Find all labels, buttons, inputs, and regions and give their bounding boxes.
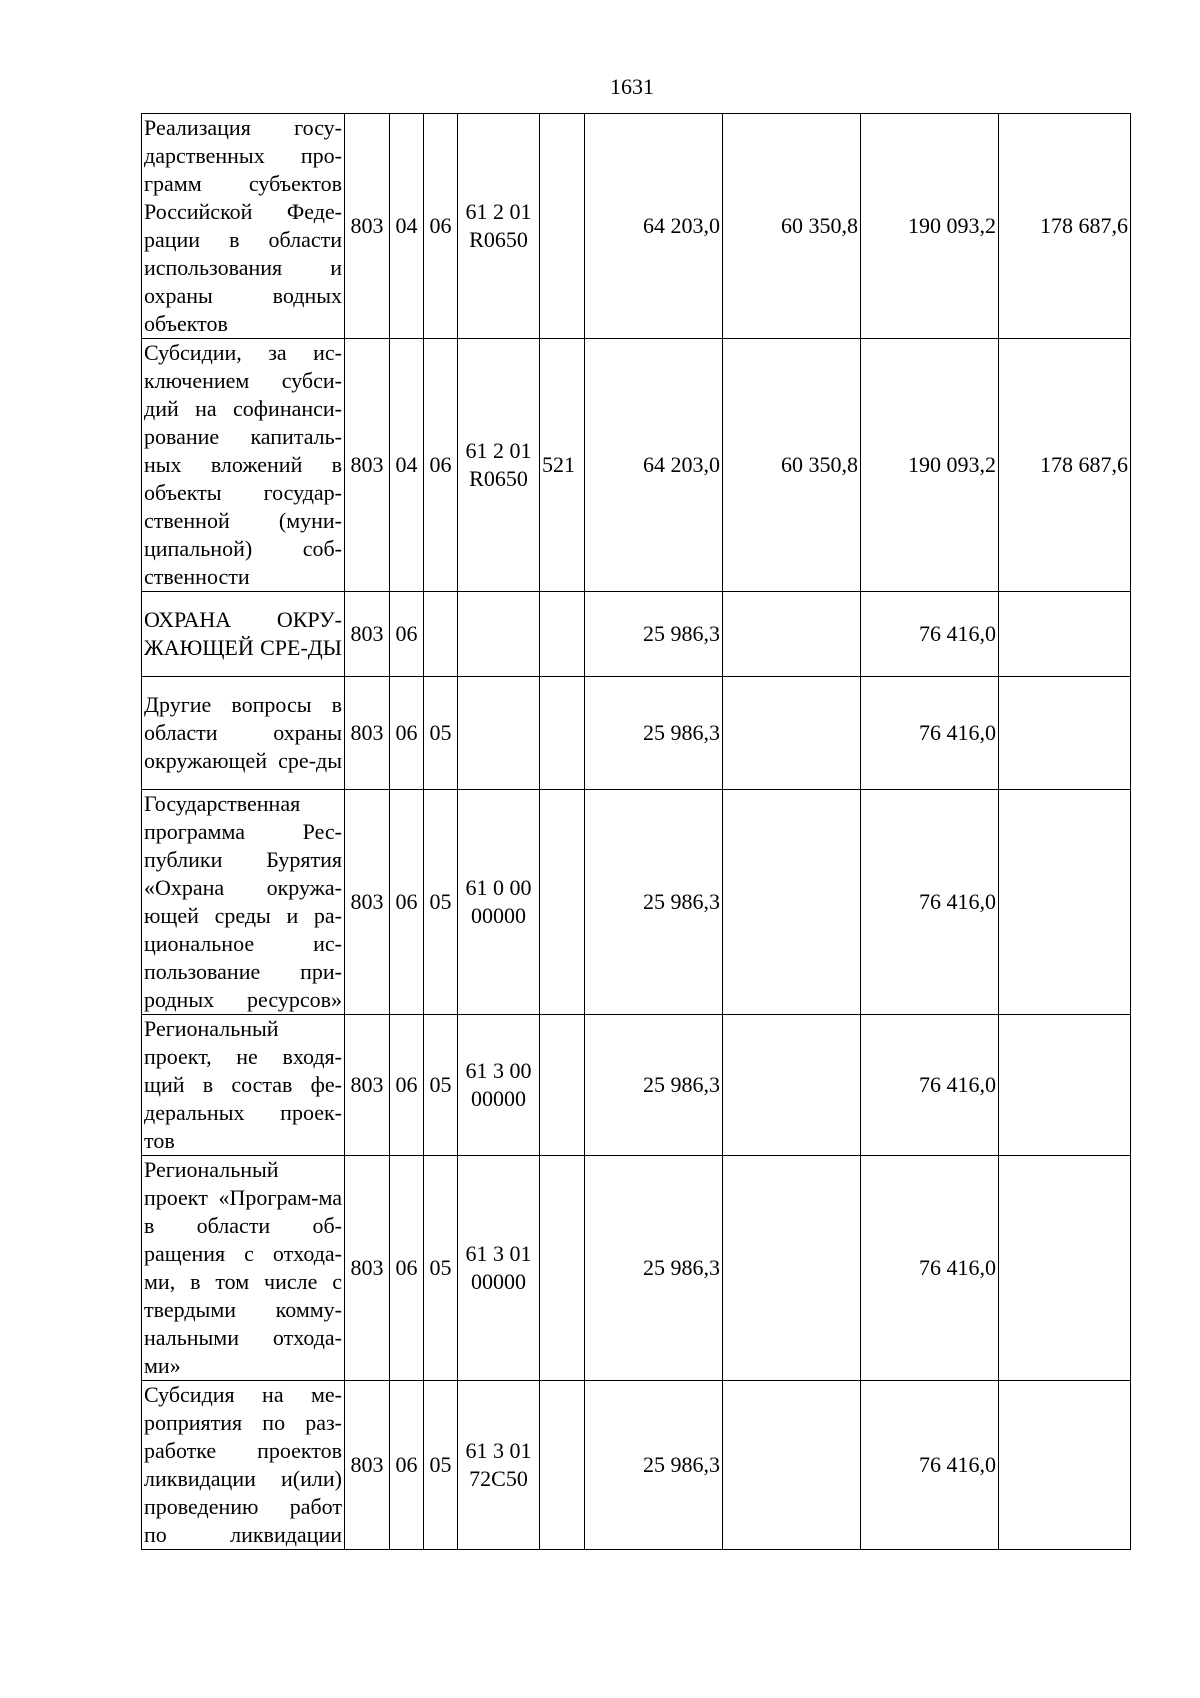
row-name: Другие вопросы в области охраны окружающей сре-ды — [142, 677, 345, 790]
pr-cell: 06 — [424, 339, 458, 592]
value-2-cell — [723, 592, 861, 677]
csr-line-2: 00000 — [471, 903, 526, 928]
page-number: 1631 — [610, 74, 654, 99]
value-1-cell: 25 986,3 — [585, 1156, 723, 1381]
value-2-cell — [723, 1015, 861, 1156]
table-row — [142, 1156, 1131, 1381]
table-row — [142, 1015, 1131, 1156]
value-1-cell: 25 986,3 — [585, 1015, 723, 1156]
rz-cell: 06 — [390, 1015, 424, 1156]
value-1-cell: 25 986,3 — [585, 592, 723, 677]
budget-table — [141, 113, 1131, 1550]
value-4-cell — [999, 677, 1131, 790]
table-row — [142, 114, 1131, 339]
csr-cell — [458, 592, 540, 677]
vr-cell — [540, 790, 585, 1015]
value-2-cell — [723, 677, 861, 790]
value-3-cell: 76 416,0 — [861, 1015, 999, 1156]
value-3-cell: 76 416,0 — [861, 677, 999, 790]
csr-cell — [458, 114, 540, 339]
row-name: Региональный проект «Програм-ма в области об-ращения с отхода-ми, в том числе с твердыми комму-нальными отхода-ми» — [142, 1156, 345, 1381]
vr-cell: 521 — [540, 339, 585, 592]
grbs-cell: 803 — [345, 339, 390, 592]
row-name: ОХРАНА ОКРУ-ЖАЮЩЕЙ СРЕ-ДЫ — [142, 592, 345, 677]
pr-cell: 05 — [424, 1381, 458, 1550]
row-name: Субсидия на ме-роприятия по раз-работке проектов ликвидации и(или) проведению работ по ликвидации — [142, 1381, 345, 1550]
value-4-cell — [999, 1381, 1131, 1550]
rz-cell: 06 — [390, 592, 424, 677]
row-name: Реализация госу-дарственных про-грамм субъектов Российской Феде-рации в области использования и охраны водных объектов — [142, 114, 345, 339]
vr-cell — [540, 114, 585, 339]
csr-line-1: 61 2 01 — [465, 199, 532, 224]
table-row — [142, 339, 1131, 592]
value-1-cell: 25 986,3 — [585, 790, 723, 1015]
value-3-cell: 76 416,0 — [861, 1156, 999, 1381]
pr-cell — [424, 592, 458, 677]
table-body — [142, 114, 1131, 1550]
vr-cell — [540, 677, 585, 790]
pr-cell: 05 — [424, 790, 458, 1015]
csr-cell — [458, 1381, 540, 1550]
vr-cell — [540, 1015, 585, 1156]
csr-cell — [458, 677, 540, 790]
value-3-cell: 76 416,0 — [861, 1381, 999, 1550]
rz-cell: 04 — [390, 114, 424, 339]
row-name: Региональный проект, не входя-щий в состав фе-деральных проек-тов — [142, 1015, 345, 1156]
value-4-cell — [999, 790, 1131, 1015]
csr-cell — [458, 339, 540, 592]
csr-line-1: 61 2 01 — [465, 438, 532, 463]
csr-line-2: 00000 — [471, 1269, 526, 1294]
csr-cell — [458, 1015, 540, 1156]
value-1-cell: 25 986,3 — [585, 677, 723, 790]
grbs-cell: 803 — [345, 677, 390, 790]
csr-line-2: R0650 — [469, 466, 528, 491]
value-1-cell: 64 203,0 — [585, 339, 723, 592]
pr-cell: 05 — [424, 1015, 458, 1156]
rz-cell: 06 — [390, 790, 424, 1015]
csr-line-2: 00000 — [471, 1086, 526, 1111]
value-3-cell: 190 093,2 — [861, 339, 999, 592]
value-2-cell — [723, 1381, 861, 1550]
value-2-cell — [723, 790, 861, 1015]
vr-cell — [540, 592, 585, 677]
pr-cell: 05 — [424, 1156, 458, 1381]
csr-cell — [458, 1156, 540, 1381]
csr-line-1: 61 3 01 — [465, 1241, 532, 1266]
csr-cell — [458, 790, 540, 1015]
value-1-cell: 25 986,3 — [585, 1381, 723, 1550]
table-row — [142, 677, 1131, 790]
table-row — [142, 592, 1131, 677]
value-4-cell — [999, 1156, 1131, 1381]
csr-line-2: R0650 — [469, 227, 528, 252]
rz-cell: 04 — [390, 339, 424, 592]
table-row — [142, 790, 1131, 1015]
grbs-cell: 803 — [345, 1015, 390, 1156]
grbs-cell: 803 — [345, 1156, 390, 1381]
value-2-cell: 60 350,8 — [723, 339, 861, 592]
value-2-cell — [723, 1156, 861, 1381]
value-3-cell: 190 093,2 — [861, 114, 999, 339]
value-4-cell: 178 687,6 — [999, 339, 1131, 592]
rz-cell: 06 — [390, 677, 424, 790]
rz-cell: 06 — [390, 1156, 424, 1381]
pr-cell: 05 — [424, 677, 458, 790]
grbs-cell: 803 — [345, 1381, 390, 1550]
value-4-cell — [999, 592, 1131, 677]
vr-cell — [540, 1156, 585, 1381]
value-4-cell — [999, 1015, 1131, 1156]
value-3-cell: 76 416,0 — [861, 592, 999, 677]
row-name: Государственная программа Рес-публики Бурятия «Охрана окружа-ющей среды и ра-циональное ис-пользование при-родных ресурсов» — [142, 790, 345, 1015]
csr-line-1: 61 3 00 — [465, 1058, 532, 1083]
value-2-cell: 60 350,8 — [723, 114, 861, 339]
value-3-cell: 76 416,0 — [861, 790, 999, 1015]
csr-line-2: 72С50 — [469, 1466, 528, 1491]
pr-cell: 06 — [424, 114, 458, 339]
value-1-cell: 64 203,0 — [585, 114, 723, 339]
grbs-cell: 803 — [345, 790, 390, 1015]
table-row — [142, 1381, 1131, 1550]
csr-line-1: 61 0 00 — [465, 875, 532, 900]
row-name: Субсидии, за ис-ключением субси-дий на софинанси-рование капиталь-ных вложений в объекты государ-ственной (муни-ципальной) соб-ственности — [142, 339, 345, 592]
grbs-cell: 803 — [345, 592, 390, 677]
vr-cell — [540, 1381, 585, 1550]
value-4-cell: 178 687,6 — [999, 114, 1131, 339]
grbs-cell: 803 — [345, 114, 390, 339]
rz-cell: 06 — [390, 1381, 424, 1550]
csr-line-1: 61 3 01 — [465, 1438, 532, 1463]
